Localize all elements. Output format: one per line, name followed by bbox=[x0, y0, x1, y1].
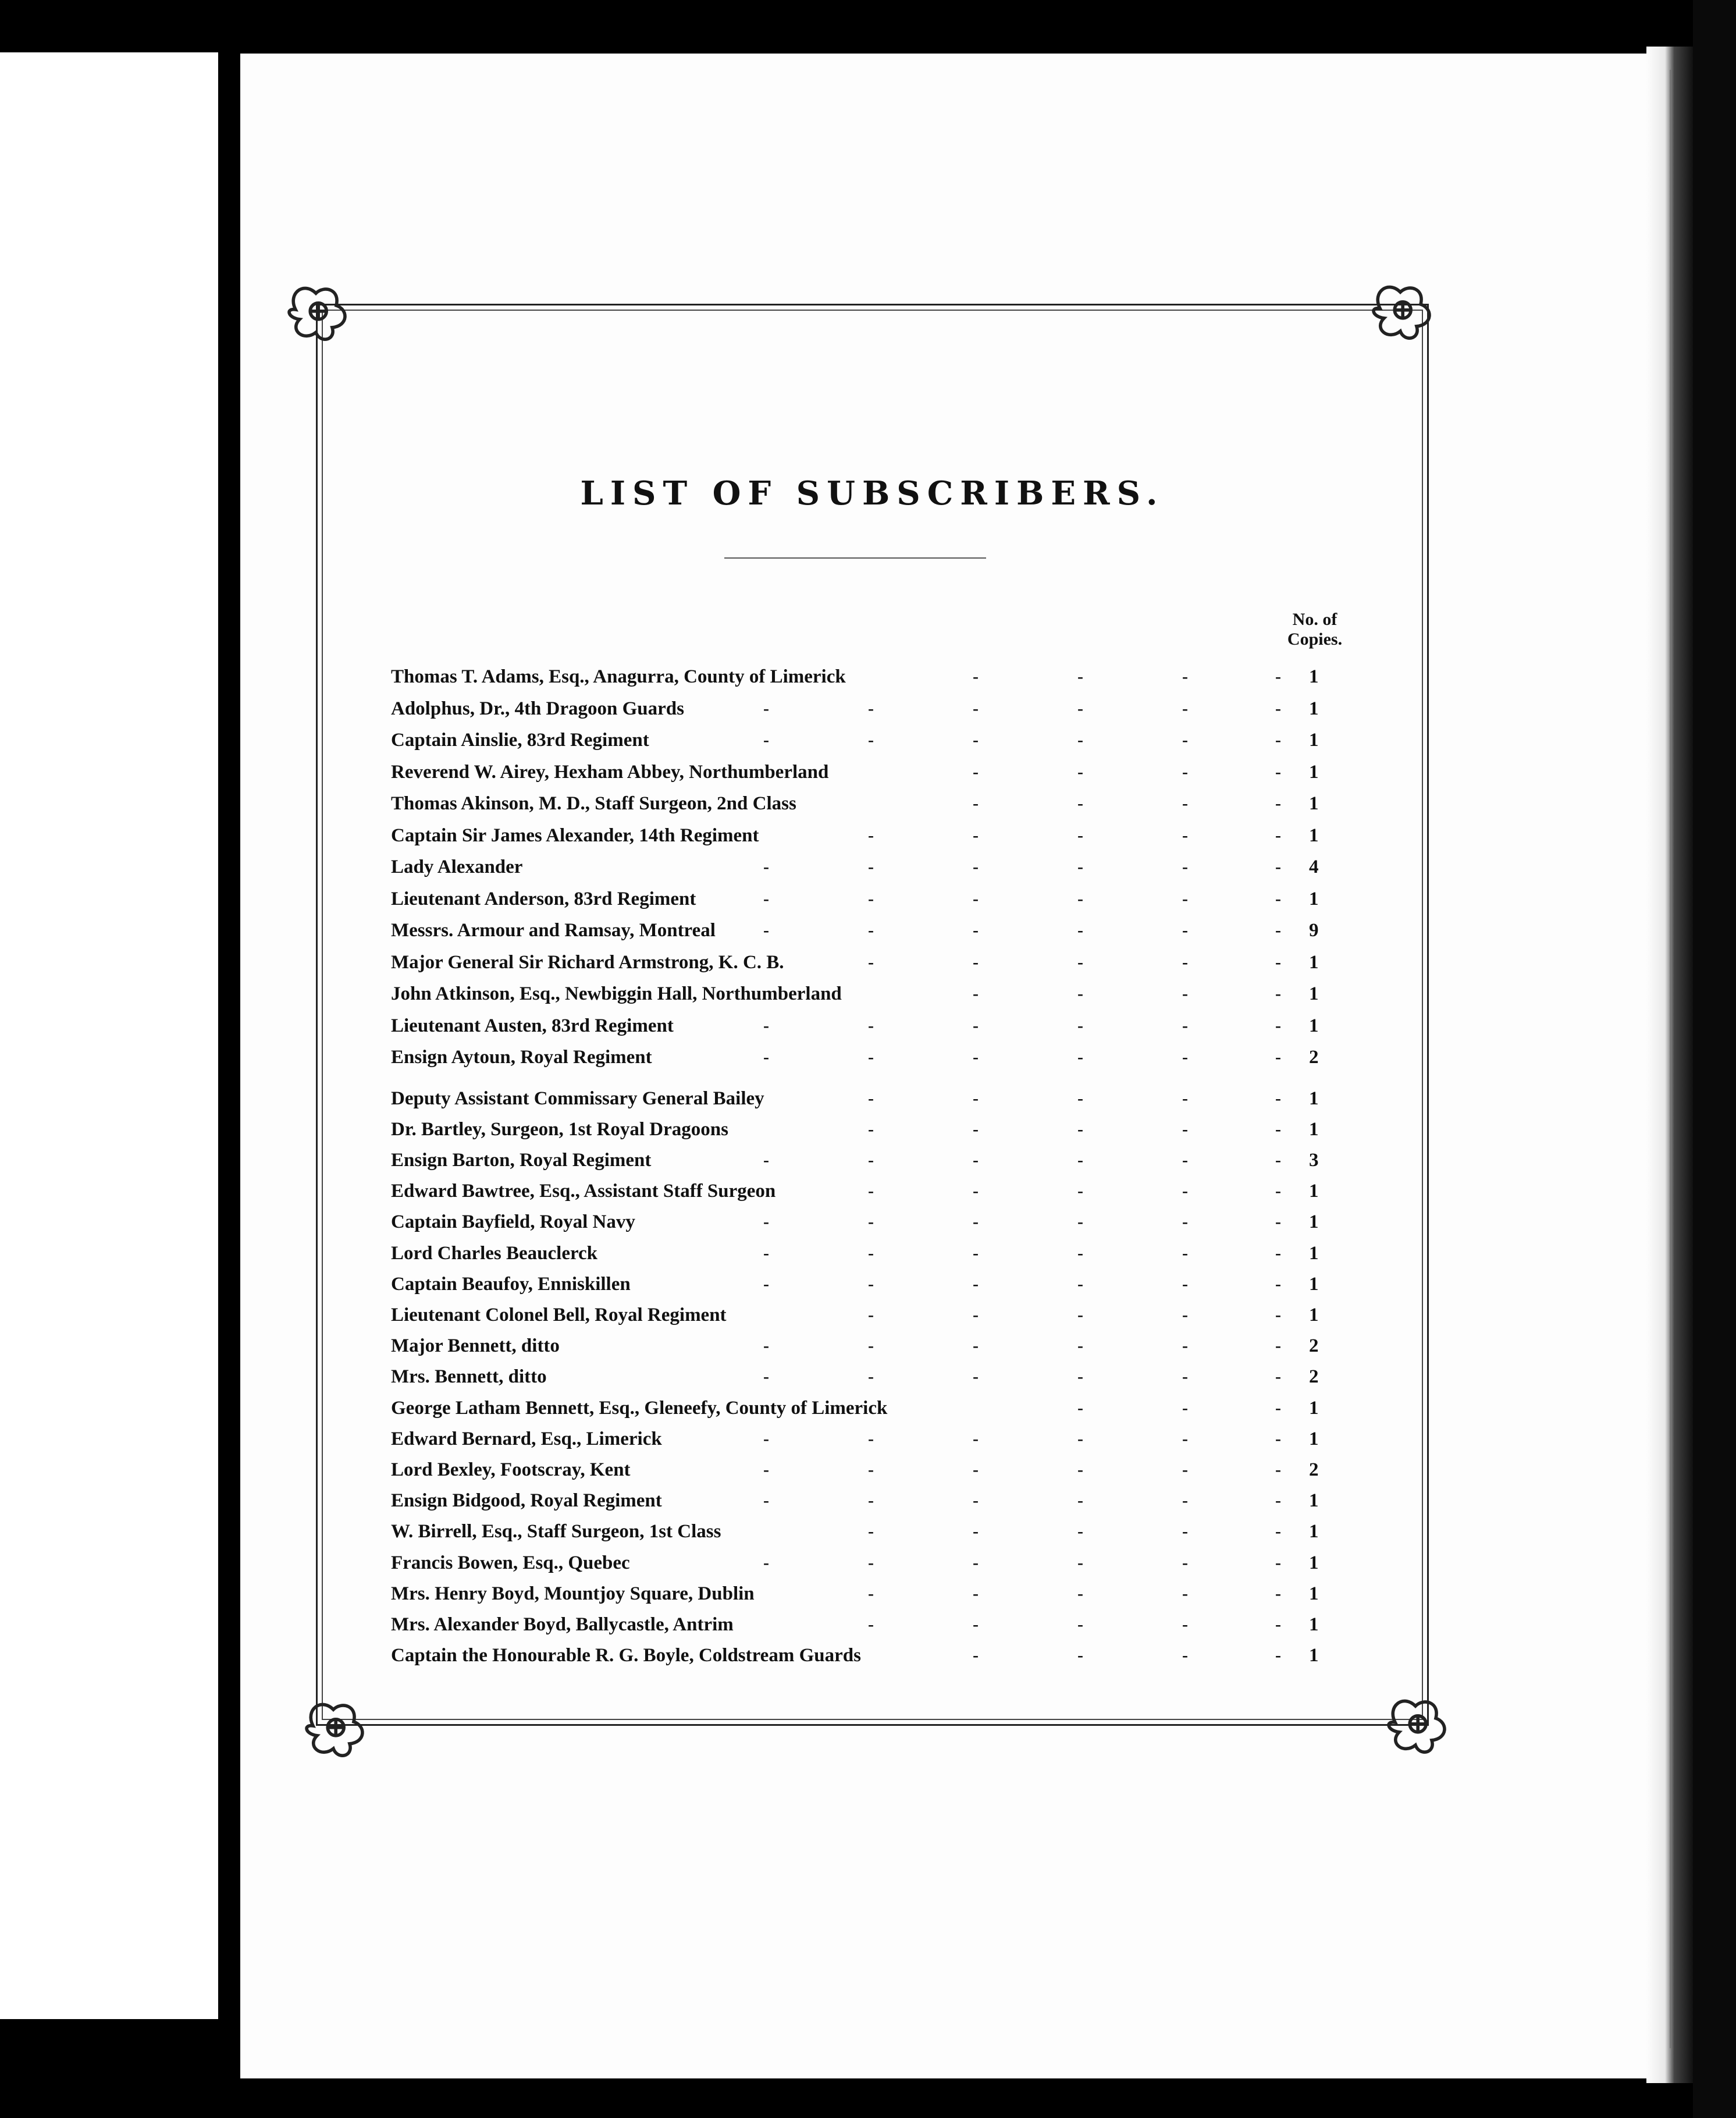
leader-dash: - bbox=[973, 1243, 979, 1263]
leader-dash: - bbox=[1182, 1015, 1188, 1035]
leader-dash: - bbox=[973, 730, 979, 749]
list-item bbox=[391, 854, 1351, 880]
leader-dash: - bbox=[868, 952, 874, 972]
copies-count: 1 bbox=[1309, 1304, 1319, 1325]
leader-dash: - bbox=[973, 1614, 979, 1634]
copies-count: 3 bbox=[1309, 1149, 1319, 1171]
copies-count: 1 bbox=[1309, 1428, 1319, 1449]
list-item bbox=[391, 1642, 1351, 1669]
subscriber-name: Captain the Honourable R. G. Boyle, Coldstream Guards bbox=[391, 1645, 861, 1666]
leader-dash: - bbox=[868, 1552, 874, 1572]
leader-dash: - bbox=[1077, 1047, 1083, 1067]
list-item bbox=[391, 1209, 1351, 1235]
leader-dash: - bbox=[1077, 1212, 1083, 1232]
leader-dash: - bbox=[973, 1459, 979, 1479]
leader-dash: - bbox=[1077, 1552, 1083, 1572]
leader-dash: - bbox=[1182, 1583, 1188, 1603]
leader-dash: - bbox=[1275, 1646, 1281, 1665]
leader-dash: - bbox=[1077, 1459, 1083, 1479]
leader-dash: - bbox=[1275, 984, 1281, 1003]
leader-dash: - bbox=[868, 1522, 874, 1541]
leader-dash: - bbox=[868, 825, 874, 845]
list-item bbox=[391, 886, 1351, 912]
leader-dash: - bbox=[973, 1646, 979, 1665]
list-item bbox=[391, 663, 1351, 690]
leader-dash: - bbox=[1182, 1459, 1188, 1479]
leader-dash: - bbox=[1182, 1367, 1188, 1387]
subscriber-name: Lieutenant Colonel Bell, Royal Regiment bbox=[391, 1304, 727, 1325]
leader-dash: - bbox=[973, 889, 979, 908]
leader-dash: - bbox=[1275, 1459, 1281, 1479]
subscriber-name: Lord Bexley, Footscray, Kent bbox=[391, 1459, 631, 1480]
list-item bbox=[391, 1395, 1351, 1422]
leader-dash: - bbox=[1275, 730, 1281, 749]
list-item bbox=[391, 1550, 1351, 1576]
leader-dash: - bbox=[973, 857, 979, 876]
leader-dash: - bbox=[763, 1150, 769, 1170]
leader-dash: - bbox=[973, 1274, 979, 1293]
subscriber-name: Deputy Assistant Commissary General Bailey bbox=[391, 1088, 764, 1109]
list-item bbox=[391, 1487, 1351, 1514]
subscriber-name: Captain Sir James Alexander, 14th Regiment bbox=[391, 825, 759, 846]
list-item bbox=[391, 759, 1351, 786]
leader-dash: - bbox=[763, 698, 769, 718]
leader-dash: - bbox=[763, 1336, 769, 1356]
leader-dash: - bbox=[1077, 730, 1083, 749]
leader-dash: - bbox=[973, 952, 979, 972]
leader-dash: - bbox=[1182, 1305, 1188, 1324]
leader-dash: - bbox=[1077, 1646, 1083, 1665]
list-item bbox=[391, 949, 1351, 976]
leader-dash: - bbox=[1077, 762, 1083, 781]
leader-dash: - bbox=[1275, 1367, 1281, 1387]
copies-header-line2: Copies. bbox=[1287, 630, 1343, 649]
leader-dash: - bbox=[1077, 1015, 1083, 1035]
leader-dash: - bbox=[763, 1428, 769, 1448]
leader-dash: - bbox=[1275, 1181, 1281, 1201]
leader-dash: - bbox=[868, 1459, 874, 1479]
list-item bbox=[391, 917, 1351, 944]
leader-dash: - bbox=[868, 1088, 874, 1108]
leader-dash: - bbox=[868, 889, 874, 908]
list-item bbox=[391, 980, 1351, 1007]
leader-dash: - bbox=[1077, 1583, 1083, 1603]
leader-dash: - bbox=[1275, 1305, 1281, 1324]
leader-dash: - bbox=[868, 1243, 874, 1263]
leader-dash: - bbox=[1077, 857, 1083, 876]
leader-dash: - bbox=[1182, 1243, 1188, 1263]
leader-dash: - bbox=[973, 1336, 979, 1356]
leader-dash: - bbox=[868, 1150, 874, 1170]
leader-dash: - bbox=[1182, 984, 1188, 1003]
leader-dash: - bbox=[1275, 952, 1281, 972]
list-item bbox=[391, 1085, 1351, 1112]
leader-dash: - bbox=[973, 1491, 979, 1511]
leader-dash: - bbox=[1077, 889, 1083, 908]
leader-dash: - bbox=[1077, 1491, 1083, 1511]
leader-dash: - bbox=[973, 794, 979, 813]
leader-dash: - bbox=[973, 1181, 979, 1201]
copies-count: 1 bbox=[1309, 1211, 1319, 1233]
leader-dash: - bbox=[1182, 1150, 1188, 1170]
leader-dash: - bbox=[868, 1491, 874, 1511]
copies-count: 1 bbox=[1309, 1242, 1319, 1264]
leader-dash: - bbox=[973, 1428, 979, 1448]
leader-dash: - bbox=[1077, 1398, 1083, 1417]
leader-dash: - bbox=[1077, 794, 1083, 813]
leader-dash: - bbox=[763, 1243, 769, 1263]
copies-count: 1 bbox=[1309, 1490, 1319, 1512]
subscriber-name: Francis Bowen, Esq., Quebec bbox=[391, 1552, 630, 1573]
leader-dash: - bbox=[973, 1119, 979, 1139]
subscriber-name: Reverend W. Airey, Hexham Abbey, Northumberland bbox=[391, 761, 829, 783]
subscriber-name: Adolphus, Dr., 4th Dragoon Guards bbox=[391, 698, 684, 719]
leader-dash: - bbox=[1275, 1491, 1281, 1511]
leader-dash: - bbox=[1182, 889, 1188, 908]
leader-dash: - bbox=[1077, 984, 1083, 1003]
leader-dash: - bbox=[1182, 1181, 1188, 1201]
list-item bbox=[391, 1271, 1351, 1298]
leader-dash: - bbox=[868, 1181, 874, 1201]
subscriber-name: Lady Alexander bbox=[391, 857, 523, 877]
leader-dash: - bbox=[1275, 1150, 1281, 1170]
leader-dash: - bbox=[973, 698, 979, 718]
leader-dash: - bbox=[1182, 1522, 1188, 1541]
subscriber-name: Edward Bawtree, Esq., Assistant Staff Surgeon bbox=[391, 1181, 776, 1202]
copies-count: 1 bbox=[1309, 888, 1319, 909]
leader-dash: - bbox=[763, 889, 769, 908]
leader-dash: - bbox=[1275, 1047, 1281, 1067]
leader-dash: - bbox=[973, 1088, 979, 1108]
leader-dash: - bbox=[868, 1367, 874, 1387]
leader-dash: - bbox=[1182, 667, 1188, 686]
page-title: LIST OF SUBSCRIBERS. bbox=[580, 474, 1165, 513]
list-item bbox=[391, 1518, 1351, 1545]
list-item bbox=[391, 1116, 1351, 1143]
leader-dash: - bbox=[1182, 1552, 1188, 1572]
subscriber-name: Messrs. Armour and Ramsay, Montreal bbox=[391, 920, 716, 941]
leader-dash: - bbox=[1077, 1305, 1083, 1324]
copies-count: 1 bbox=[1309, 1015, 1319, 1036]
leader-dash: - bbox=[868, 1305, 874, 1324]
copies-count: 1 bbox=[1309, 1583, 1319, 1604]
copies-count: 1 bbox=[1309, 1118, 1319, 1140]
subscriber-name: Mrs. Alexander Boyd, Ballycastle, Antrim bbox=[391, 1614, 734, 1635]
copies-count: 1 bbox=[1309, 951, 1319, 973]
subscriber-name: Mrs. Bennett, ditto bbox=[391, 1366, 547, 1388]
leader-dash: - bbox=[1182, 1336, 1188, 1356]
leader-dash: - bbox=[763, 1552, 769, 1572]
copies-count: 1 bbox=[1309, 1552, 1319, 1573]
subscriber-name: Captain Ainslie, 83rd Regiment bbox=[391, 730, 649, 751]
leader-dash: - bbox=[973, 1367, 979, 1387]
leader-dash: - bbox=[868, 1583, 874, 1603]
leader-dash: - bbox=[973, 1522, 979, 1541]
leader-dash: - bbox=[763, 730, 769, 749]
leader-dash: - bbox=[1077, 1274, 1083, 1293]
leader-dash: - bbox=[1275, 1088, 1281, 1108]
leader-dash: - bbox=[868, 1428, 874, 1448]
subscriber-name: Lieutenant Austen, 83rd Regiment bbox=[391, 1015, 674, 1036]
list-item bbox=[391, 1363, 1351, 1390]
leader-dash: - bbox=[1275, 889, 1281, 908]
leader-dash: - bbox=[763, 1015, 769, 1035]
leader-dash: - bbox=[1275, 825, 1281, 845]
leader-dash: - bbox=[763, 1047, 769, 1067]
leader-dash: - bbox=[1275, 1583, 1281, 1603]
list-item bbox=[391, 1302, 1351, 1328]
subscriber-name: George Latham Bennett, Esq., Gleneefy, County of Limerick bbox=[391, 1397, 888, 1419]
copies-count: 1 bbox=[1309, 1614, 1319, 1635]
copies-count: 2 bbox=[1309, 1047, 1319, 1068]
copies-count: 1 bbox=[1309, 1645, 1319, 1666]
leader-dash: - bbox=[1077, 698, 1083, 718]
copies-count: 9 bbox=[1309, 920, 1319, 941]
leader-dash: - bbox=[763, 1459, 769, 1479]
leader-dash: - bbox=[1077, 1428, 1083, 1448]
leader-dash: - bbox=[763, 1491, 769, 1511]
list-item bbox=[391, 1012, 1351, 1039]
copies-count: 2 bbox=[1309, 1459, 1319, 1480]
list-item bbox=[391, 1147, 1351, 1174]
leader-dash: - bbox=[1182, 1088, 1188, 1108]
subscriber-name: John Atkinson, Esq., Newbiggin Hall, Northumberland bbox=[391, 983, 842, 1004]
leader-dash: - bbox=[1182, 698, 1188, 718]
leader-dash: - bbox=[1077, 952, 1083, 972]
subscriber-name: Major General Sir Richard Armstrong, K. C. B. bbox=[391, 951, 784, 973]
list-item bbox=[391, 1456, 1351, 1483]
copies-count: 2 bbox=[1309, 1366, 1319, 1388]
leader-dash: - bbox=[973, 1552, 979, 1572]
subscriber-name: Ensign Barton, Royal Regiment bbox=[391, 1149, 652, 1171]
subscriber-name: Thomas Akinson, M. D., Staff Surgeon, 2nd Class bbox=[391, 793, 796, 814]
leader-dash: - bbox=[1275, 857, 1281, 876]
leader-dash: - bbox=[973, 921, 979, 940]
leader-dash: - bbox=[973, 1047, 979, 1067]
leader-dash: - bbox=[1182, 825, 1188, 845]
leader-dash: - bbox=[1182, 1491, 1188, 1511]
leader-dash: - bbox=[1077, 1367, 1083, 1387]
leader-dash: - bbox=[1077, 1150, 1083, 1170]
leader-dash: - bbox=[973, 1150, 979, 1170]
list-item bbox=[391, 727, 1351, 754]
leader-dash: - bbox=[1077, 1119, 1083, 1139]
list-item bbox=[391, 1611, 1351, 1638]
leader-dash: - bbox=[973, 1212, 979, 1232]
leader-dash: - bbox=[1275, 1212, 1281, 1232]
subscriber-name: Thomas T. Adams, Esq., Anagurra, County of Limerick bbox=[391, 666, 846, 687]
list-item bbox=[391, 1240, 1351, 1267]
copies-count: 1 bbox=[1309, 1088, 1319, 1109]
copies-count: 2 bbox=[1309, 1335, 1319, 1357]
leader-dash: - bbox=[1275, 1614, 1281, 1634]
leader-dash: - bbox=[1275, 1243, 1281, 1263]
leader-dash: - bbox=[1077, 1243, 1083, 1263]
leader-dash: - bbox=[1182, 1212, 1188, 1232]
leader-dash: - bbox=[868, 1614, 874, 1634]
leader-dash: - bbox=[973, 825, 979, 845]
copies-count: 1 bbox=[1309, 698, 1319, 719]
subscriber-name: Mrs. Henry Boyd, Mountjoy Square, Dublin bbox=[391, 1583, 755, 1604]
list-item bbox=[391, 790, 1351, 817]
copies-count: 1 bbox=[1309, 1181, 1319, 1202]
leader-dash: - bbox=[1077, 1181, 1083, 1201]
subscriber-name: Ensign Bidgood, Royal Regiment bbox=[391, 1490, 662, 1512]
leader-dash: - bbox=[973, 762, 979, 781]
leader-dash: - bbox=[1182, 1646, 1188, 1665]
leader-dash: - bbox=[1182, 921, 1188, 940]
leader-dash: - bbox=[1275, 1522, 1281, 1541]
leader-dash: - bbox=[1182, 762, 1188, 781]
copies-count: 1 bbox=[1309, 761, 1319, 783]
leader-dash: - bbox=[868, 1212, 874, 1232]
leader-dash: - bbox=[1275, 1428, 1281, 1448]
copies-count: 1 bbox=[1309, 1397, 1319, 1419]
list-item bbox=[391, 1178, 1351, 1204]
leader-dash: - bbox=[868, 698, 874, 718]
leader-dash: - bbox=[973, 1583, 979, 1603]
subscriber-name: W. Birrell, Esq., Staff Surgeon, 1st Class bbox=[391, 1521, 721, 1543]
leader-dash: - bbox=[973, 984, 979, 1003]
leader-dash: - bbox=[973, 667, 979, 686]
leader-dash: - bbox=[1275, 1336, 1281, 1356]
list-item bbox=[391, 1332, 1351, 1359]
leader-dash: - bbox=[763, 857, 769, 876]
leader-dash: - bbox=[1275, 667, 1281, 686]
leader-dash: - bbox=[1077, 1522, 1083, 1541]
leader-dash: - bbox=[1182, 857, 1188, 876]
subscriber-name: Captain Beaufoy, Enniskillen bbox=[391, 1273, 631, 1295]
leader-dash: - bbox=[1275, 1398, 1281, 1417]
copies-count: 1 bbox=[1309, 793, 1319, 814]
leader-dash: - bbox=[1275, 1552, 1281, 1572]
copies-count: 1 bbox=[1309, 983, 1319, 1004]
copies-count: 1 bbox=[1309, 825, 1319, 846]
leader-dash: - bbox=[1275, 794, 1281, 813]
copies-header-line1: No. of bbox=[1292, 610, 1337, 629]
subscriber-name: Major Bennett, ditto bbox=[391, 1335, 560, 1357]
leader-dash: - bbox=[868, 921, 874, 940]
copies-count: 1 bbox=[1309, 1521, 1319, 1543]
leader-dash: - bbox=[1275, 1015, 1281, 1035]
leader-dash: - bbox=[1182, 1398, 1188, 1417]
list-item bbox=[391, 1044, 1351, 1071]
list-item bbox=[391, 822, 1351, 849]
leader-dash: - bbox=[973, 1305, 979, 1324]
leader-dash: - bbox=[1077, 667, 1083, 686]
leader-dash: - bbox=[763, 1212, 769, 1232]
list-item bbox=[391, 695, 1351, 722]
subscriber-name: Lieutenant Anderson, 83rd Regiment bbox=[391, 888, 696, 909]
leader-dash: - bbox=[763, 1367, 769, 1387]
leader-dash: - bbox=[1077, 1088, 1083, 1108]
leader-dash: - bbox=[1275, 698, 1281, 718]
subscriber-name: Ensign Aytoun, Royal Regiment bbox=[391, 1047, 652, 1068]
subscriber-name: Lord Charles Beauclerck bbox=[391, 1242, 598, 1264]
leader-dash: - bbox=[1275, 1119, 1281, 1139]
leader-dash: - bbox=[1077, 1614, 1083, 1634]
leader-dash: - bbox=[1182, 1047, 1188, 1067]
leader-dash: - bbox=[868, 1047, 874, 1067]
leader-dash: - bbox=[763, 921, 769, 940]
leader-dash: - bbox=[1182, 794, 1188, 813]
leader-dash: - bbox=[868, 1015, 874, 1035]
leader-dash: - bbox=[868, 730, 874, 749]
leader-dash: - bbox=[1182, 1274, 1188, 1293]
leader-dash: - bbox=[1275, 921, 1281, 940]
copies-count: 1 bbox=[1309, 1273, 1319, 1295]
subscriber-name: Captain Bayfield, Royal Navy bbox=[391, 1211, 635, 1233]
subscriber-name: Edward Bernard, Esq., Limerick bbox=[391, 1428, 662, 1449]
leader-dash: - bbox=[1182, 730, 1188, 749]
leader-dash: - bbox=[868, 1336, 874, 1356]
leader-dash: - bbox=[1182, 1428, 1188, 1448]
leader-dash: - bbox=[868, 857, 874, 876]
leader-dash: - bbox=[1077, 1336, 1083, 1356]
leader-dash: - bbox=[1182, 1614, 1188, 1634]
list-item bbox=[391, 1426, 1351, 1452]
copies-count: 1 bbox=[1309, 730, 1319, 751]
leader-dash: - bbox=[1182, 952, 1188, 972]
leader-dash: - bbox=[1275, 1274, 1281, 1293]
copies-count: 4 bbox=[1309, 857, 1319, 877]
leader-dash: - bbox=[1077, 921, 1083, 940]
leader-dash: - bbox=[868, 1119, 874, 1139]
copies-count: 1 bbox=[1309, 666, 1319, 687]
leader-dash: - bbox=[868, 1274, 874, 1293]
list-item bbox=[391, 1580, 1351, 1607]
leader-dash: - bbox=[1077, 825, 1083, 845]
leader-dash: - bbox=[763, 1274, 769, 1293]
leader-dash: - bbox=[973, 1015, 979, 1035]
leader-dash: - bbox=[1182, 1119, 1188, 1139]
subscriber-name: Dr. Bartley, Surgeon, 1st Royal Dragoons bbox=[391, 1118, 728, 1140]
leader-dash: - bbox=[1275, 762, 1281, 781]
